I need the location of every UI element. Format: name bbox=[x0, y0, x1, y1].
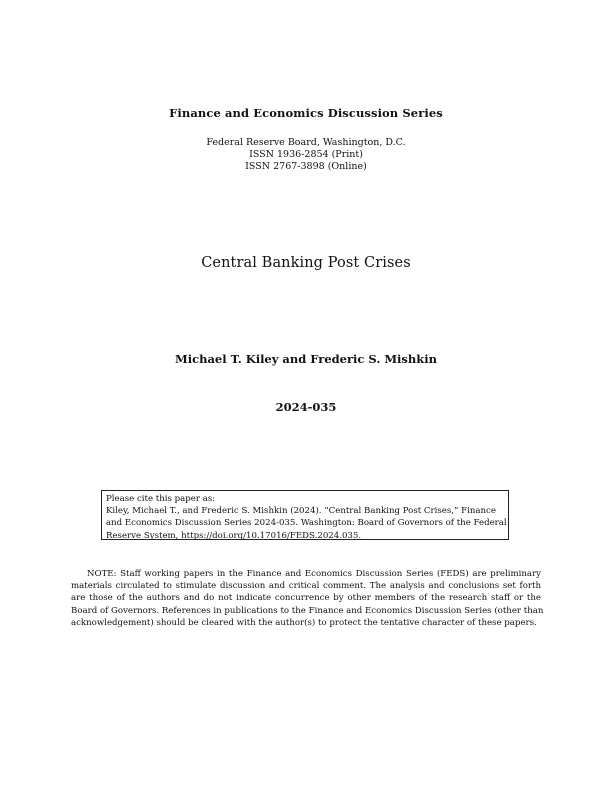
note-line: acknowledgement) should be cleared with the author(s) to protect the tentative character of these papers. bbox=[71, 617, 537, 628]
note-line: Board of Governors. References in publications to the Finance and Economics Discussion Series (other than bbox=[71, 605, 544, 616]
citation-line: and Economics Discussion Series 2024-035. Washington: Board of Governors of the Federal bbox=[106, 518, 507, 529]
issn-online: ISSN 2767-3898 (Online) bbox=[245, 161, 367, 172]
note-line: are those of the authors and do not indicate concurrence by other members of the research staff or the bbox=[71, 593, 541, 604]
publisher-line: Federal Reserve Board, Washington, D.C. bbox=[206, 137, 406, 148]
citation-line: Reserve System, https://doi.org/10.17016/FEDS.2024.035. bbox=[106, 530, 362, 540]
note-line: materials circulated to stimulate discussion and critical comment. The analysis and conclusions set forth bbox=[71, 581, 541, 592]
authors: Michael T. Kiley and Frederic S. Mishkin bbox=[175, 352, 437, 366]
citation-line: Please cite this paper as: bbox=[106, 494, 216, 504]
paper-title: Central Banking Post Crises bbox=[201, 255, 411, 271]
citation-line: Kiley, Michael T., and Frederic S. Mishkin (2024). “Central Banking Post Crises,” Finance bbox=[106, 506, 496, 517]
series-title: Finance and Economics Discussion Series bbox=[169, 106, 443, 120]
note-line: NOTE: Staff working papers in the Finance and Economics Discussion Series (FEDS) are preliminary bbox=[87, 569, 541, 579]
disclaimer-note bbox=[71, 568, 544, 629]
citation-box bbox=[101, 490, 509, 540]
issn-print: ISSN 1936-2854 (Print) bbox=[249, 149, 363, 160]
paper-number: 2024-035 bbox=[275, 400, 337, 414]
